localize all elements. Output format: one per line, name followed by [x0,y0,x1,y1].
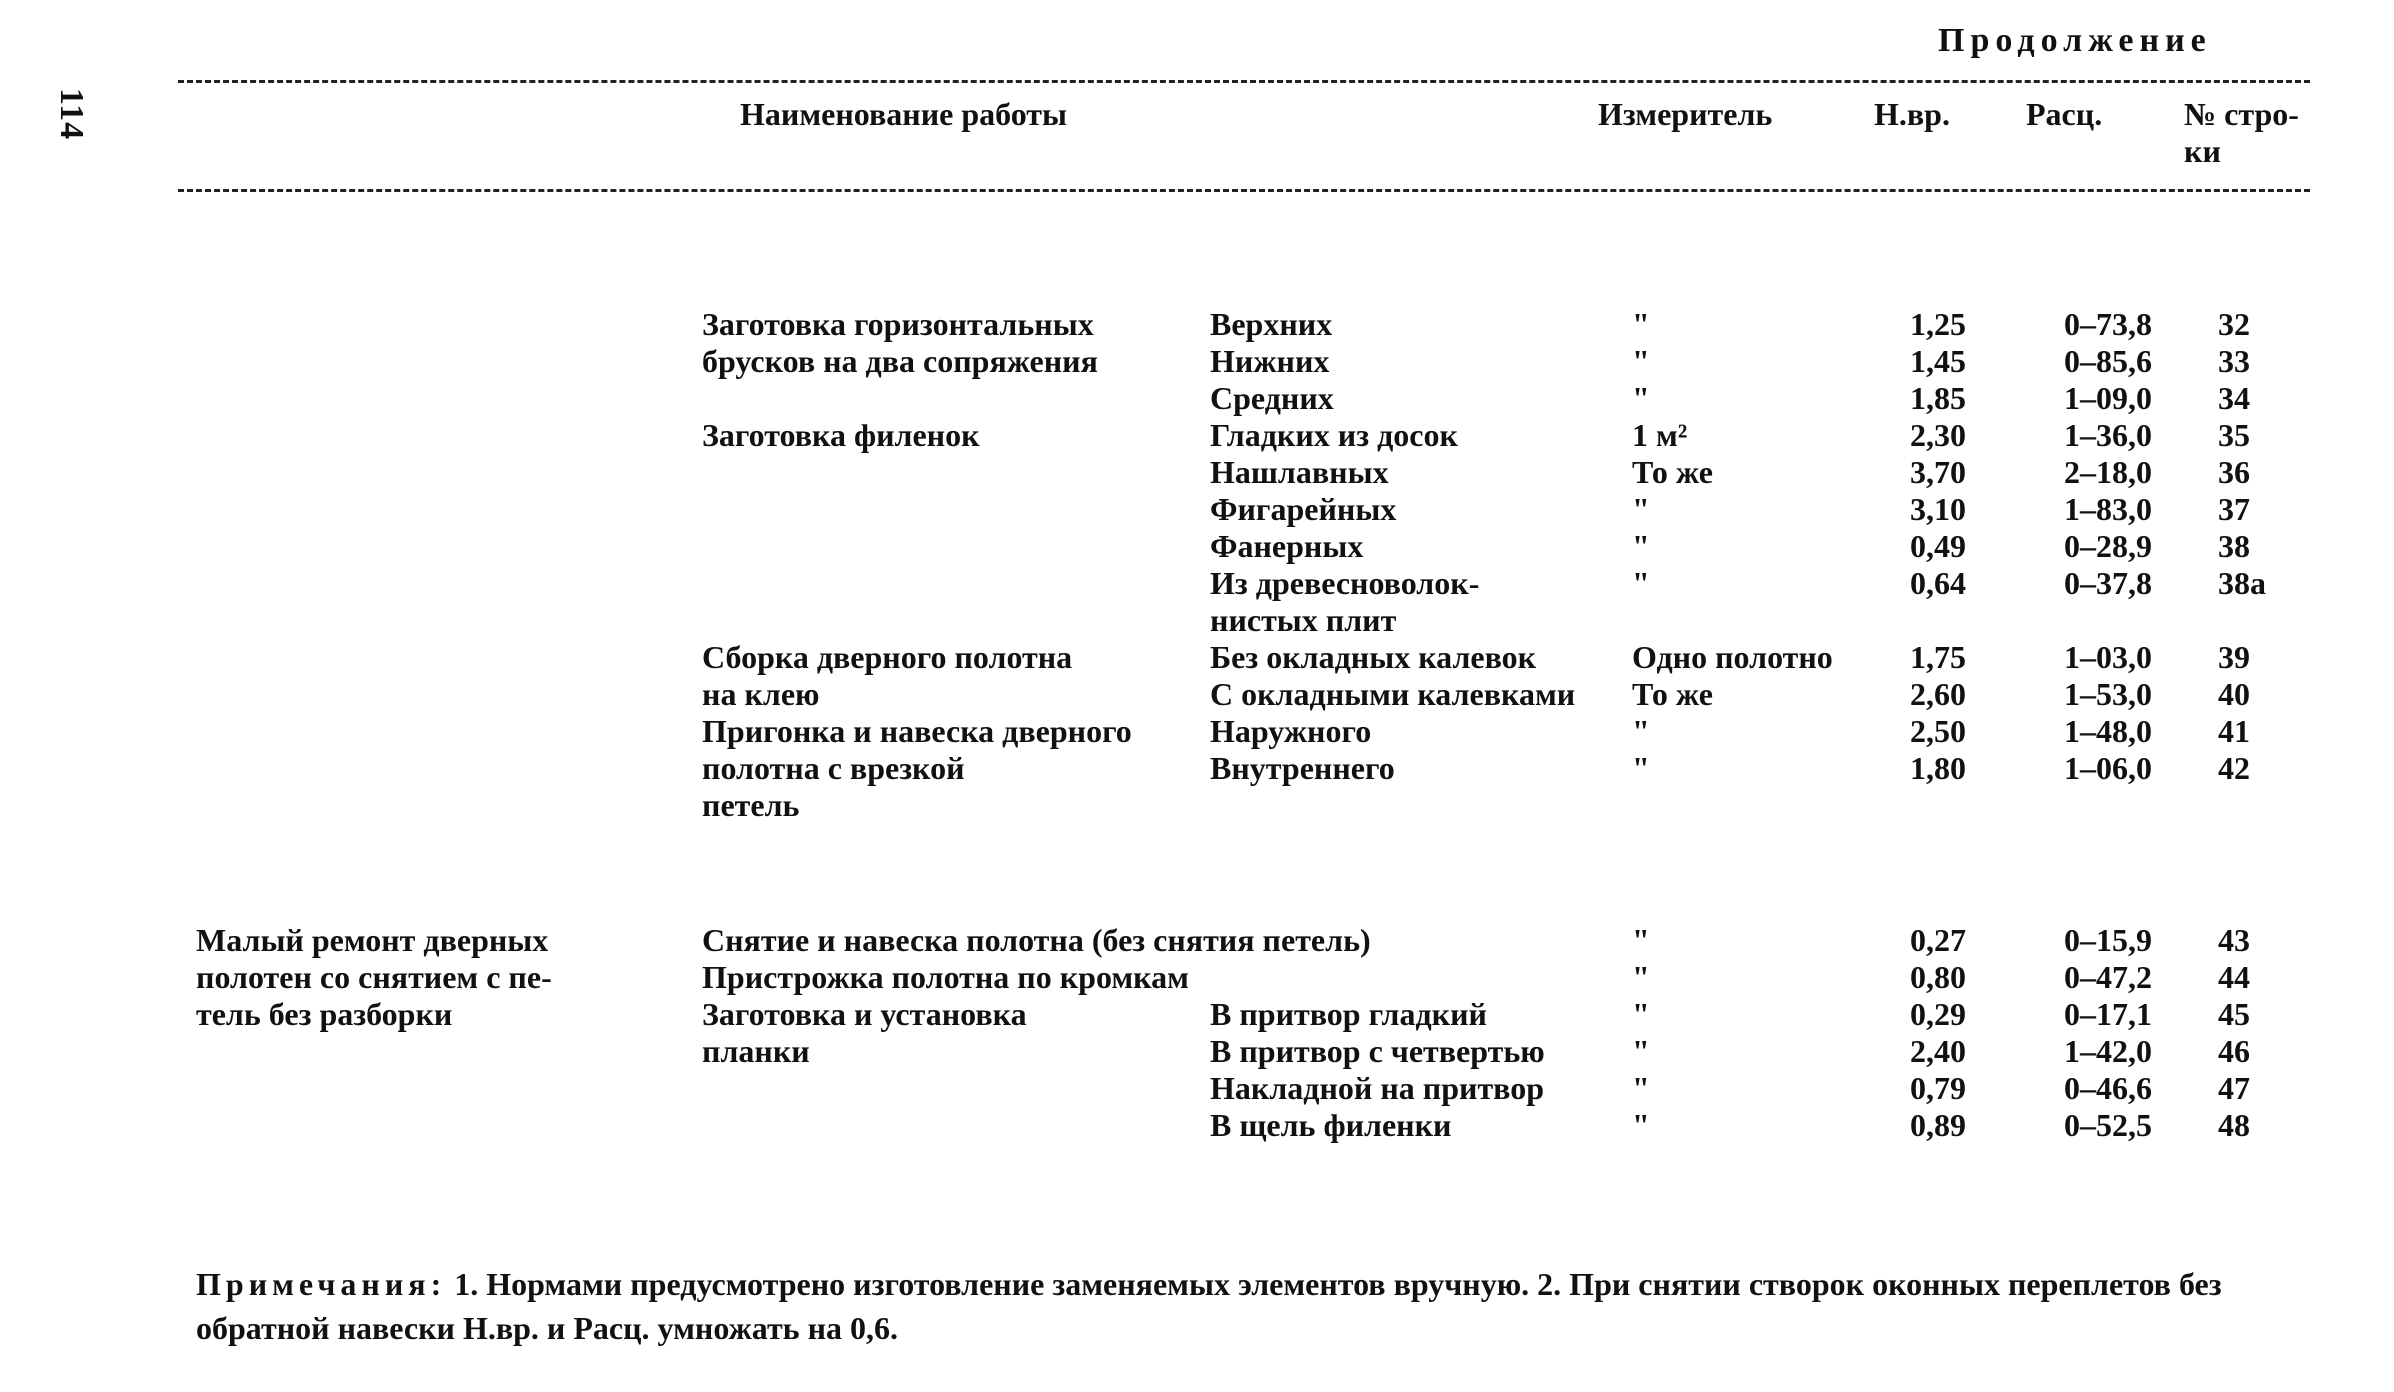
unit-line: " [1632,306,1650,342]
rate-value: 1–83,0 [2064,491,2152,527]
unit [1632,454,1713,491]
header-norm-time: Н.вр. [1874,96,1950,132]
rate-value: 1–48,0 [2064,713,2152,749]
norm-time-value: 2,60 [1910,676,1966,712]
work-detail [1210,380,1334,417]
rate-value: 0–47,2 [2064,959,2152,995]
work-detail [1210,1070,1544,1107]
row-number: 43 [2218,922,2250,958]
unit-line: " [1632,491,1650,527]
row-number: 40 [2218,676,2250,712]
work-name [702,922,1371,959]
norm-time-value: 0,89 [1910,1107,1966,1143]
rate-value: 0–73,8 [2064,306,2152,342]
unit [1632,959,1650,996]
work-name-line: Пригонка и навеска дверного [702,713,1132,749]
work-name-line: Заготовка филенок [702,417,980,453]
unit-line: " [1632,1070,1650,1106]
notes [196,1262,2316,1350]
rate-value: 0–46,6 [2064,1070,2152,1106]
work-detail [1210,491,1396,528]
work-name-line: Заготовка и установка [702,996,1027,1032]
norm-time-value: 1,75 [1910,639,1966,675]
section-title-small-repair [196,922,552,1033]
norm-time-value: 0,27 [1910,922,1966,958]
unit [1632,1070,1650,1107]
work-detail-line: Фигарейных [1210,491,1397,527]
rate-value: 1–06,0 [2064,750,2152,786]
norm-time-value: 3,70 [1910,454,1966,490]
work-detail [1210,454,1389,491]
work-detail [1210,343,1329,380]
section-title-line: тель без разборки [196,996,453,1032]
row-number: 46 [2218,1033,2250,1069]
unit-line: " [1632,565,1650,601]
rate-value: 0–28,9 [2064,528,2152,564]
notes-text: 1. Нормами предусмотрено изготовление заменяемых элементов вручную. 2. При снятии створок оконных переплетов без обратной навески Н.вр. и Расц. умножать на 0,6. [196,1266,2222,1346]
work-detail-line: Без окладных калевок [1210,639,1537,675]
work-name-line: Заготовка горизонтальных [702,306,1094,342]
unit [1632,996,1650,1033]
rate-value: 1–42,0 [2064,1033,2152,1069]
rate-value: 0–15,9 [2064,922,2152,958]
norm-time-value: 3,10 [1910,491,1966,527]
row-number: 35 [2218,417,2250,453]
norm-time-value: 0,49 [1910,528,1966,564]
header-unit: Измеритель [1598,96,1773,132]
work-detail-line: Внутреннего [1210,750,1395,786]
rate-value: 1–36,0 [2064,417,2152,453]
work-name [702,959,1189,996]
rate-value: 0–37,8 [2064,565,2152,601]
unit-line: То же [1632,676,1713,712]
row-number: 34 [2218,380,2250,416]
unit-line: " [1632,528,1650,564]
norm-time-value: 1,45 [1910,343,1966,379]
unit [1632,676,1713,713]
unit-line: " [1632,713,1650,749]
header-work-name: Наименование работы [740,96,1067,132]
work-name-line: планки [702,1033,810,1069]
section-title-line: полотен со снятием с пе- [196,959,552,995]
unit [1632,565,1650,602]
norm-time-value: 0,64 [1910,565,1966,601]
unit [1632,713,1650,750]
work-detail-line: Нижних [1210,343,1330,379]
work-name-line: Снятие и навеска полотна (без снятия петель) [702,922,1371,958]
work-detail-line: Нашлавных [1210,454,1389,490]
unit-line: " [1632,343,1650,379]
unit [1632,528,1650,565]
work-detail [1210,1107,1451,1144]
rate-value: 2–18,0 [2064,454,2152,490]
work-name-line: на клею [702,676,820,712]
unit-line: То же [1632,454,1713,490]
norm-time-value: 0,80 [1910,959,1966,995]
row-number: 33 [2218,343,2250,379]
norm-time-value: 1,80 [1910,750,1966,786]
unit-line: " [1632,1107,1650,1143]
work-detail-line: Верхних [1210,306,1333,342]
row-number: 44 [2218,959,2250,995]
work-detail-line: Из древесноволок- [1210,565,1480,601]
section-title-line: Малый ремонт дверных [196,922,549,958]
continuation-label: Продолжение [1938,22,2212,59]
work-detail-line: В щель филенки [1210,1107,1452,1143]
header-row-number-line2: ки [2184,133,2221,169]
rate-value: 0–17,1 [2064,996,2152,1032]
unit-line: 1 м² [1632,417,1688,453]
work-detail [1210,1033,1545,1070]
header-row-number [2184,96,2299,170]
work-detail-line: Фанерных [1210,528,1364,564]
unit [1632,1107,1650,1144]
notes-lead: Примечания: [196,1266,447,1302]
unit-line: " [1632,996,1650,1032]
unit [1632,380,1650,417]
work-name [702,996,1027,1070]
unit-line: " [1632,922,1650,958]
norm-time-value: 0,29 [1910,996,1966,1032]
work-name [702,417,980,454]
header-rate: Расц. [2026,96,2103,132]
work-detail-line: В притвор гладкий [1210,996,1487,1032]
work-detail [1210,750,1395,787]
work-name-line: Пристрожка полотна по кромкам [702,959,1189,995]
unit [1632,491,1650,528]
row-number: 42 [2218,750,2250,786]
header-row-number-line1: № стро- [2184,96,2299,132]
unit-line: " [1632,959,1650,995]
norm-time-value: 2,30 [1910,417,1966,453]
work-name [702,639,1072,713]
unit-line: Одно полотно [1632,639,1833,675]
work-detail-line: Средних [1210,380,1334,416]
rate-value: 1–03,0 [2064,639,2152,675]
row-number: 39 [2218,639,2250,675]
rate-value: 1–53,0 [2064,676,2152,712]
row-number: 32 [2218,306,2250,342]
work-name [702,306,1098,380]
work-name-line: полотна с врезкой [702,750,965,786]
unit [1632,922,1650,959]
unit [1632,639,1833,676]
work-detail [1210,306,1332,343]
unit-line: " [1632,750,1650,786]
work-detail-line: С окладными калевками [1210,676,1576,712]
norm-time-value: 2,50 [1910,713,1966,749]
work-detail [1210,713,1371,750]
norm-time-value: 0,79 [1910,1070,1966,1106]
unit [1632,343,1650,380]
unit-line: " [1632,1033,1650,1069]
work-name-line: брусков на два сопряжения [702,343,1098,379]
row-number: 38а [2218,565,2266,601]
work-detail [1210,996,1487,1033]
norm-time-value: 1,25 [1910,306,1966,342]
work-name-line: Сборка дверного полотна [702,639,1073,675]
norm-time-value: 2,40 [1910,1033,1966,1069]
row-number: 45 [2218,996,2250,1032]
header-top-rule [178,80,2310,83]
work-detail [1210,417,1458,454]
row-number: 41 [2218,713,2250,749]
work-detail [1210,676,1575,713]
rate-value: 0–52,5 [2064,1107,2152,1143]
work-detail-line: В притвор с четвертью [1210,1033,1545,1069]
work-detail-line: Накладной на притвор [1210,1070,1545,1106]
norm-time-value: 1,85 [1910,380,1966,416]
work-detail [1210,639,1536,676]
row-number: 48 [2218,1107,2250,1143]
unit-line: " [1632,380,1650,416]
unit [1632,1033,1650,1070]
work-detail [1210,565,1479,639]
row-number: 38 [2218,528,2250,564]
work-detail-line: нистых плит [1210,602,1397,638]
header-bottom-rule [178,189,2310,192]
unit [1632,417,1687,454]
unit [1632,750,1650,787]
row-number: 47 [2218,1070,2250,1106]
row-number: 36 [2218,454,2250,490]
rate-value: 0–85,6 [2064,343,2152,379]
work-name [702,713,1132,824]
work-name-line: петель [702,787,800,823]
work-detail [1210,528,1363,565]
row-number: 37 [2218,491,2250,527]
rate-value: 1–09,0 [2064,380,2152,416]
work-detail-line: Гладких из досок [1210,417,1458,453]
unit [1632,306,1650,343]
work-detail-line: Наружного [1210,713,1372,749]
page-number: 114 [53,88,90,141]
